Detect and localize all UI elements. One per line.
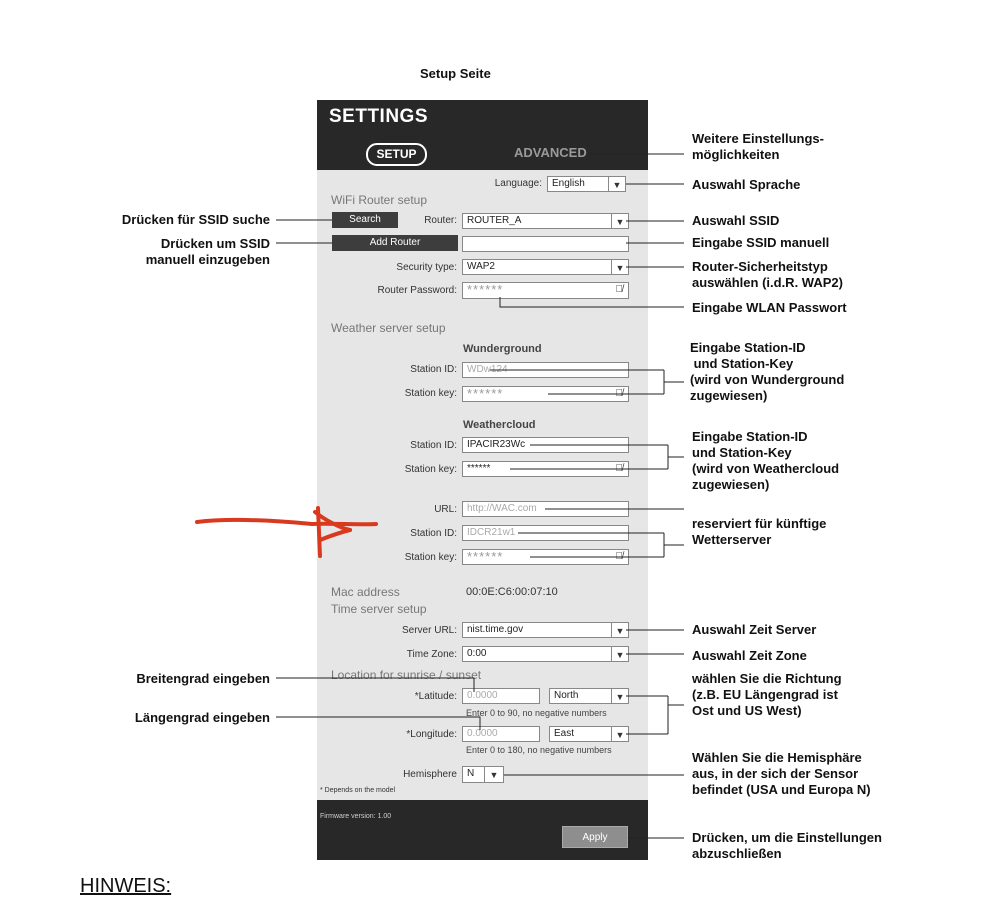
wu-station-id-value: WDw124 (467, 364, 508, 375)
latitude-value: 0.0000 (467, 690, 498, 701)
tab-advanced[interactable]: ADVANCED (514, 145, 587, 160)
wc-station-key-value: ****** (467, 463, 491, 474)
annotation-weathercloud: Eingabe Station-ID und Station-Key (wird von Weathercloud zugewiesen) (692, 429, 840, 492)
hemisphere-label: Hemisphere (403, 769, 457, 780)
server-url-value: nist.time.gov (467, 624, 524, 635)
annotation-longitude: Längengrad eingeben (134, 710, 270, 725)
note-heading: HINWEIS: (80, 875, 172, 897)
eye-hidden-icon[interactable]: 👁̸ (615, 463, 623, 474)
weathercloud-heading: Weathercloud (463, 419, 536, 431)
tab-setup[interactable]: SETUP (366, 143, 427, 166)
latitude-hint: Enter 0 to 90, no negative numbers (466, 708, 607, 718)
annotation-security: Router-Sicherheitstyp auswählen (i.d.R. WAP2) (692, 259, 843, 290)
annotation-advanced: Weitere Einstellungs- möglichkeiten (692, 131, 824, 162)
chevron-down-icon: ▼ (611, 623, 628, 637)
custom-station-key-value: ****** (467, 549, 504, 564)
eye-hidden-icon[interactable]: 👁̸ (615, 284, 623, 295)
location-section-title: Location for sunrise / sunset (331, 668, 482, 682)
chevron-down-icon: ▼ (611, 689, 628, 703)
wu-station-key-label: Station key: (404, 388, 457, 399)
annotation-ssid: Auswahl SSID (692, 213, 780, 228)
wu-station-id-label: Station ID: (410, 364, 457, 375)
annotation-direction: wählen Sie die Richtung (z.B. EU Längengrad ist Ost und US West) (692, 671, 842, 718)
language-value: English (552, 178, 585, 189)
chevron-down-icon: ▼ (611, 214, 628, 228)
mac-address-value: 00:0E:C6:00:07:10 (466, 586, 558, 598)
hemisphere-value: N (467, 768, 475, 779)
settings-title: SETTINGS (329, 106, 429, 127)
router-label: Router: (424, 215, 457, 226)
chevron-down-icon: ▼ (611, 647, 628, 661)
security-type-label: Security type: (396, 262, 457, 273)
longitude-value: 0.0000 (467, 728, 498, 739)
url-value: http://WAC.com (467, 503, 537, 514)
router-password-label: Router Password: (377, 285, 457, 296)
server-url-label: Server URL: (401, 625, 457, 636)
wifi-section-title: WiFi Router setup (331, 193, 428, 207)
language-label: Language: (494, 178, 542, 189)
firmware-version: Firmware version: 1.00 (320, 813, 392, 820)
annotation-latitude: Breitengrad eingeben (136, 671, 270, 686)
annotation-language: Auswahl Sprache (692, 177, 801, 192)
page-title: Setup Seite (420, 66, 491, 81)
annotation-search: Drücken für SSID suche (121, 212, 270, 227)
annotation-add-router: Drücken um SSID manuell einzugeben (145, 236, 270, 267)
depends-note: * Depends on the model (320, 787, 396, 794)
annotation-ssid-manual: Eingabe SSID manuell (692, 235, 830, 250)
search-button[interactable]: Search (332, 212, 398, 228)
annotation-wunderground: Eingabe Station-ID und Station-Key (wird von Wunderground zugewiesen) (690, 340, 845, 403)
add-router-button[interactable]: Add Router (332, 235, 458, 251)
eye-hidden-icon[interactable]: 👁̸ (615, 551, 623, 562)
wc-station-id-value: IPACIR23Wc (467, 439, 526, 450)
custom-station-key-label: Station key: (404, 552, 457, 563)
url-label: URL: (434, 504, 457, 515)
longitude-label: *Longitude: (406, 729, 457, 740)
wc-station-id-label: Station ID: (410, 440, 457, 451)
router-password-value: ****** (467, 282, 504, 297)
chevron-down-icon: ▼ (608, 177, 625, 191)
annotation-time-server: Auswahl Zeit Server (692, 622, 817, 637)
annotation-apply: Drücken, um die Einstellungen abzuschließen (692, 830, 882, 861)
eye-hidden-icon[interactable]: 👁̸ (615, 388, 623, 399)
wu-station-key-value: ****** (467, 386, 504, 401)
time-section-title: Time server setup (331, 602, 427, 616)
apply-button[interactable]: Apply (562, 826, 628, 848)
wc-station-key-label: Station key: (404, 464, 457, 475)
time-zone-value: 0:00 (467, 648, 487, 659)
latitude-direction-value: North (554, 690, 579, 701)
red-marker-arrow (197, 508, 376, 556)
longitude-direction-value: East (554, 728, 575, 739)
wunderground-heading: Wunderground (463, 343, 542, 355)
chevron-down-icon: ▼ (611, 727, 628, 741)
custom-station-id-value: IDCR21w1 (467, 527, 516, 538)
weather-section-title: Weather server setup (331, 321, 446, 335)
annotation-reserved: reserviert für künftige Wetterserver (692, 516, 827, 547)
latitude-label: *Latitude: (414, 691, 457, 702)
security-type-value: WAP2 (467, 261, 495, 272)
annotation-time-zone: Auswahl Zeit Zone (692, 648, 807, 663)
mac-address-label: Mac address (331, 585, 400, 599)
chevron-down-icon: ▼ (611, 260, 628, 274)
chevron-down-icon: ▼ (484, 767, 503, 782)
custom-station-id-label: Station ID: (410, 528, 457, 539)
longitude-hint: Enter 0 to 180, no negative numbers (466, 745, 612, 755)
annotation-password: Eingabe WLAN Passwort (692, 300, 847, 315)
time-zone-label: Time Zone: (406, 649, 457, 660)
annotation-hemisphere: Wählen Sie die Hemisphäre aus, in der sich der Sensor befindet (USA und Europa N) (692, 750, 871, 797)
router-value: ROUTER_A (467, 215, 522, 226)
